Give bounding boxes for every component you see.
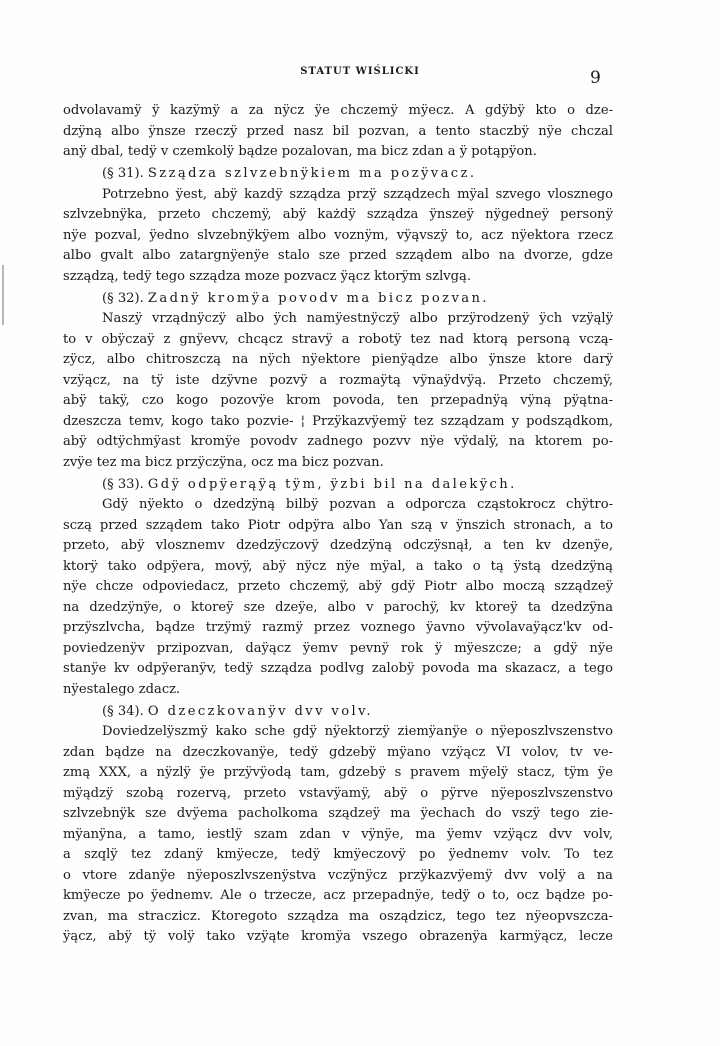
text-line: anÿ dbal, tedÿ v czemkolÿ bądze pozalovan, ma bicz zdan a ÿ potąpÿon.	[63, 144, 537, 159]
text-line: nÿe pozval, ÿedno slvzebnÿkÿem albo voznÿm, vÿąvszÿ to, acz nÿektora rzecz	[63, 227, 613, 243]
text-line: stanÿe kv odpÿeranÿv, tedÿ szządza podlvg zalobÿ povoda ma skazacz, a tego	[63, 661, 613, 676]
text-line: poviedzenÿv przipozvan, daÿącz ÿemv pevnÿ rok ÿ mÿeszcze; a gdÿ nÿe	[63, 640, 613, 656]
text-line: albo gvalt albo zatargnÿenÿe stalo sze przed szządem albo na dvorze, gdze	[63, 248, 613, 263]
text-line: szządzą, tedÿ tego szządza moze pozvacz ÿącz ktorÿm szlvgą.	[63, 268, 472, 284]
text-line: nÿestalego zdacz.	[63, 681, 181, 697]
text-line: szlvzebnÿk sze dvÿema pacholkoma sządzeÿ ma ÿechach do vszÿ tego zie-	[63, 806, 613, 821]
text-line: zvÿe tez ma bicz przÿczÿna, ocz ma bicz pozvan.	[63, 454, 384, 470]
section-heading	[63, 289, 613, 310]
text-line: o vtore zdanÿe nÿeposzlvszenÿstva vczÿnÿcz przÿkazvÿemÿ dvv volÿ a na	[63, 867, 613, 883]
text-line: dzÿną albo ÿnsze rzeczÿ przed nasz bil pozvan, a tento staczbÿ nÿe chczal	[63, 123, 613, 139]
body-text	[63, 101, 613, 948]
text-line: mÿanÿna, a tamo, iestlÿ szam zdan v vÿnÿe, ma ÿemv vzÿącz dvv volv,	[63, 826, 613, 842]
text-line: nÿe chcze odpoviedacz, przeto chczemÿ, abÿ gdÿ Piotr albo moczą szządzeÿ	[63, 579, 613, 594]
text-line: Gdÿ nÿekto o dzedzÿną bilbÿ pozvan a odporcza cząstokrocz chÿtro-	[102, 497, 613, 512]
section-32	[63, 289, 613, 474]
section-heading	[63, 702, 613, 723]
text-line: zmą XXX, a nÿzlÿ ÿe przÿvÿodą tam, gdzebÿ s pravem mÿelÿ stacz, tÿm ÿe	[63, 765, 613, 780]
page-number: 9	[590, 68, 601, 88]
text-line: zvan, ma straczicz. Ktoregoto szządza ma osządzicz, tego tez nÿeopvszcza-	[63, 908, 613, 924]
section-title: Szządza szlvzebnÿkiem ma pozÿvacz.	[147, 166, 477, 181]
text-line: to v obÿczaÿ z gnÿevv, chcącz stravÿ a robotÿ tez nad ktorą personą vczą-	[63, 331, 613, 347]
text-line: odvolavamÿ ÿ kazÿmÿ a za nÿcz ÿe chczemÿ mÿecz. A gdÿbÿ kto o dze-	[63, 103, 613, 118]
section-number: (§ 32).	[102, 290, 144, 306]
section-title: Zadnÿ kromÿa povodv ma bicz pozvan.	[147, 290, 489, 306]
text-line: ÿącz, abÿ tÿ volÿ tako vzÿąte kromÿa vszego obrazenÿa karmÿącz, lecze	[63, 929, 613, 944]
section-number: (§ 34).	[102, 703, 144, 719]
section-number: (§ 31).	[102, 166, 144, 181]
scan-edge-mark	[2, 265, 4, 325]
text-line: Potrzebno ÿest, abÿ kazdÿ szządza przÿ szządzech mÿal szvego vlosznego	[102, 186, 613, 202]
text-line: mÿądzÿ szobą rozervą, przeto vstavÿamÿ, abÿ o pÿrve nÿeposzlvszenstvo	[63, 785, 613, 801]
section-heading	[63, 164, 613, 185]
text-line: sczą przed szządem tako Piotr odpÿra albo Yan szą v ÿnszich stronach, a to	[63, 517, 613, 533]
section-31	[63, 164, 613, 287]
text-line: kmÿecze po ÿednemv. Ale o trzecze, acz przepadnÿe, tedÿ o to, ocz bądze po-	[63, 888, 613, 903]
section-number: (§ 33).	[102, 476, 144, 492]
text-line: abÿ odtÿchmÿast kromÿe povodv zadnego pozvv nÿe vÿdalÿ, na ktorem po-	[63, 434, 613, 449]
text-line: zÿcz, albo chitroszczą na nÿch nÿektore pienÿądze albo ÿnsze ktore darÿ	[63, 352, 613, 367]
paragraph-continuation	[63, 101, 613, 163]
text-line: szlvzebnÿka, przeto chczemÿ, abÿ każdÿ szządza ÿnszeÿ nÿgedneÿ personÿ	[63, 207, 613, 222]
text-line: na dzedzÿnÿe, o ktoreÿ sze dzeÿe, albo v parochÿ, kv ktoreÿ ta dzedzÿna	[63, 599, 613, 615]
text-line: Naszÿ vrządnÿczÿ albo ÿch namÿestnÿczÿ albo przÿrodzenÿ ÿch vzÿąlÿ	[102, 311, 613, 326]
text-line: zdan bądze na dzeczkovanÿe, tedÿ gdzebÿ mÿano vzÿącz VI volov, tv ve-	[63, 744, 613, 760]
text-line: Doviedzelÿszmÿ kako sche gdÿ nÿektorzÿ ziemÿanÿe o nÿeposzlvszenstvo	[102, 724, 613, 739]
section-title: O dzeczkovanÿv dvv volv.	[147, 703, 373, 719]
section-heading	[63, 475, 613, 496]
running-head: STATUT WIŚLICKI	[300, 66, 420, 77]
text-line: przÿszlvcha, bądze trzÿmÿ razmÿ przez voznego ÿavno vÿvolavaÿącz'kv od-	[63, 620, 613, 635]
section-title: Gdÿ odpÿerąÿą tÿm, ÿzbi bil na dalekÿch.	[147, 476, 517, 492]
section-33	[63, 475, 613, 701]
text-line: abÿ takÿ, czo kogo pozovÿe krom povoda, ten przepadnÿą vÿną pÿątna-	[63, 393, 613, 408]
text-line: vzÿącz, na tÿ iste dzÿvne pozvÿ a rozmaÿtą vÿnaÿdvÿą. Przeto chczemÿ,	[63, 372, 613, 388]
text-line: ktorÿ tako odpÿera, movÿ, abÿ nÿcz nÿe mÿal, a tako o tą ÿstą dzedzÿną	[63, 558, 613, 574]
text-line: a szqlÿ tez zdanÿ kmÿecze, tedÿ kmÿeczovÿ po ÿednemv volv. To tez	[63, 847, 613, 862]
text-line: przeto, abÿ vlosznemv dzedzÿczovÿ dzedzÿną odczÿsnął, a ten kv dzenÿe,	[63, 538, 613, 553]
text-line: dzeszcza temv, kogo tako pozvie- ¦ Przÿkazvÿemÿ tez szządzam y podsządkom,	[63, 413, 613, 429]
section-34	[63, 702, 613, 948]
